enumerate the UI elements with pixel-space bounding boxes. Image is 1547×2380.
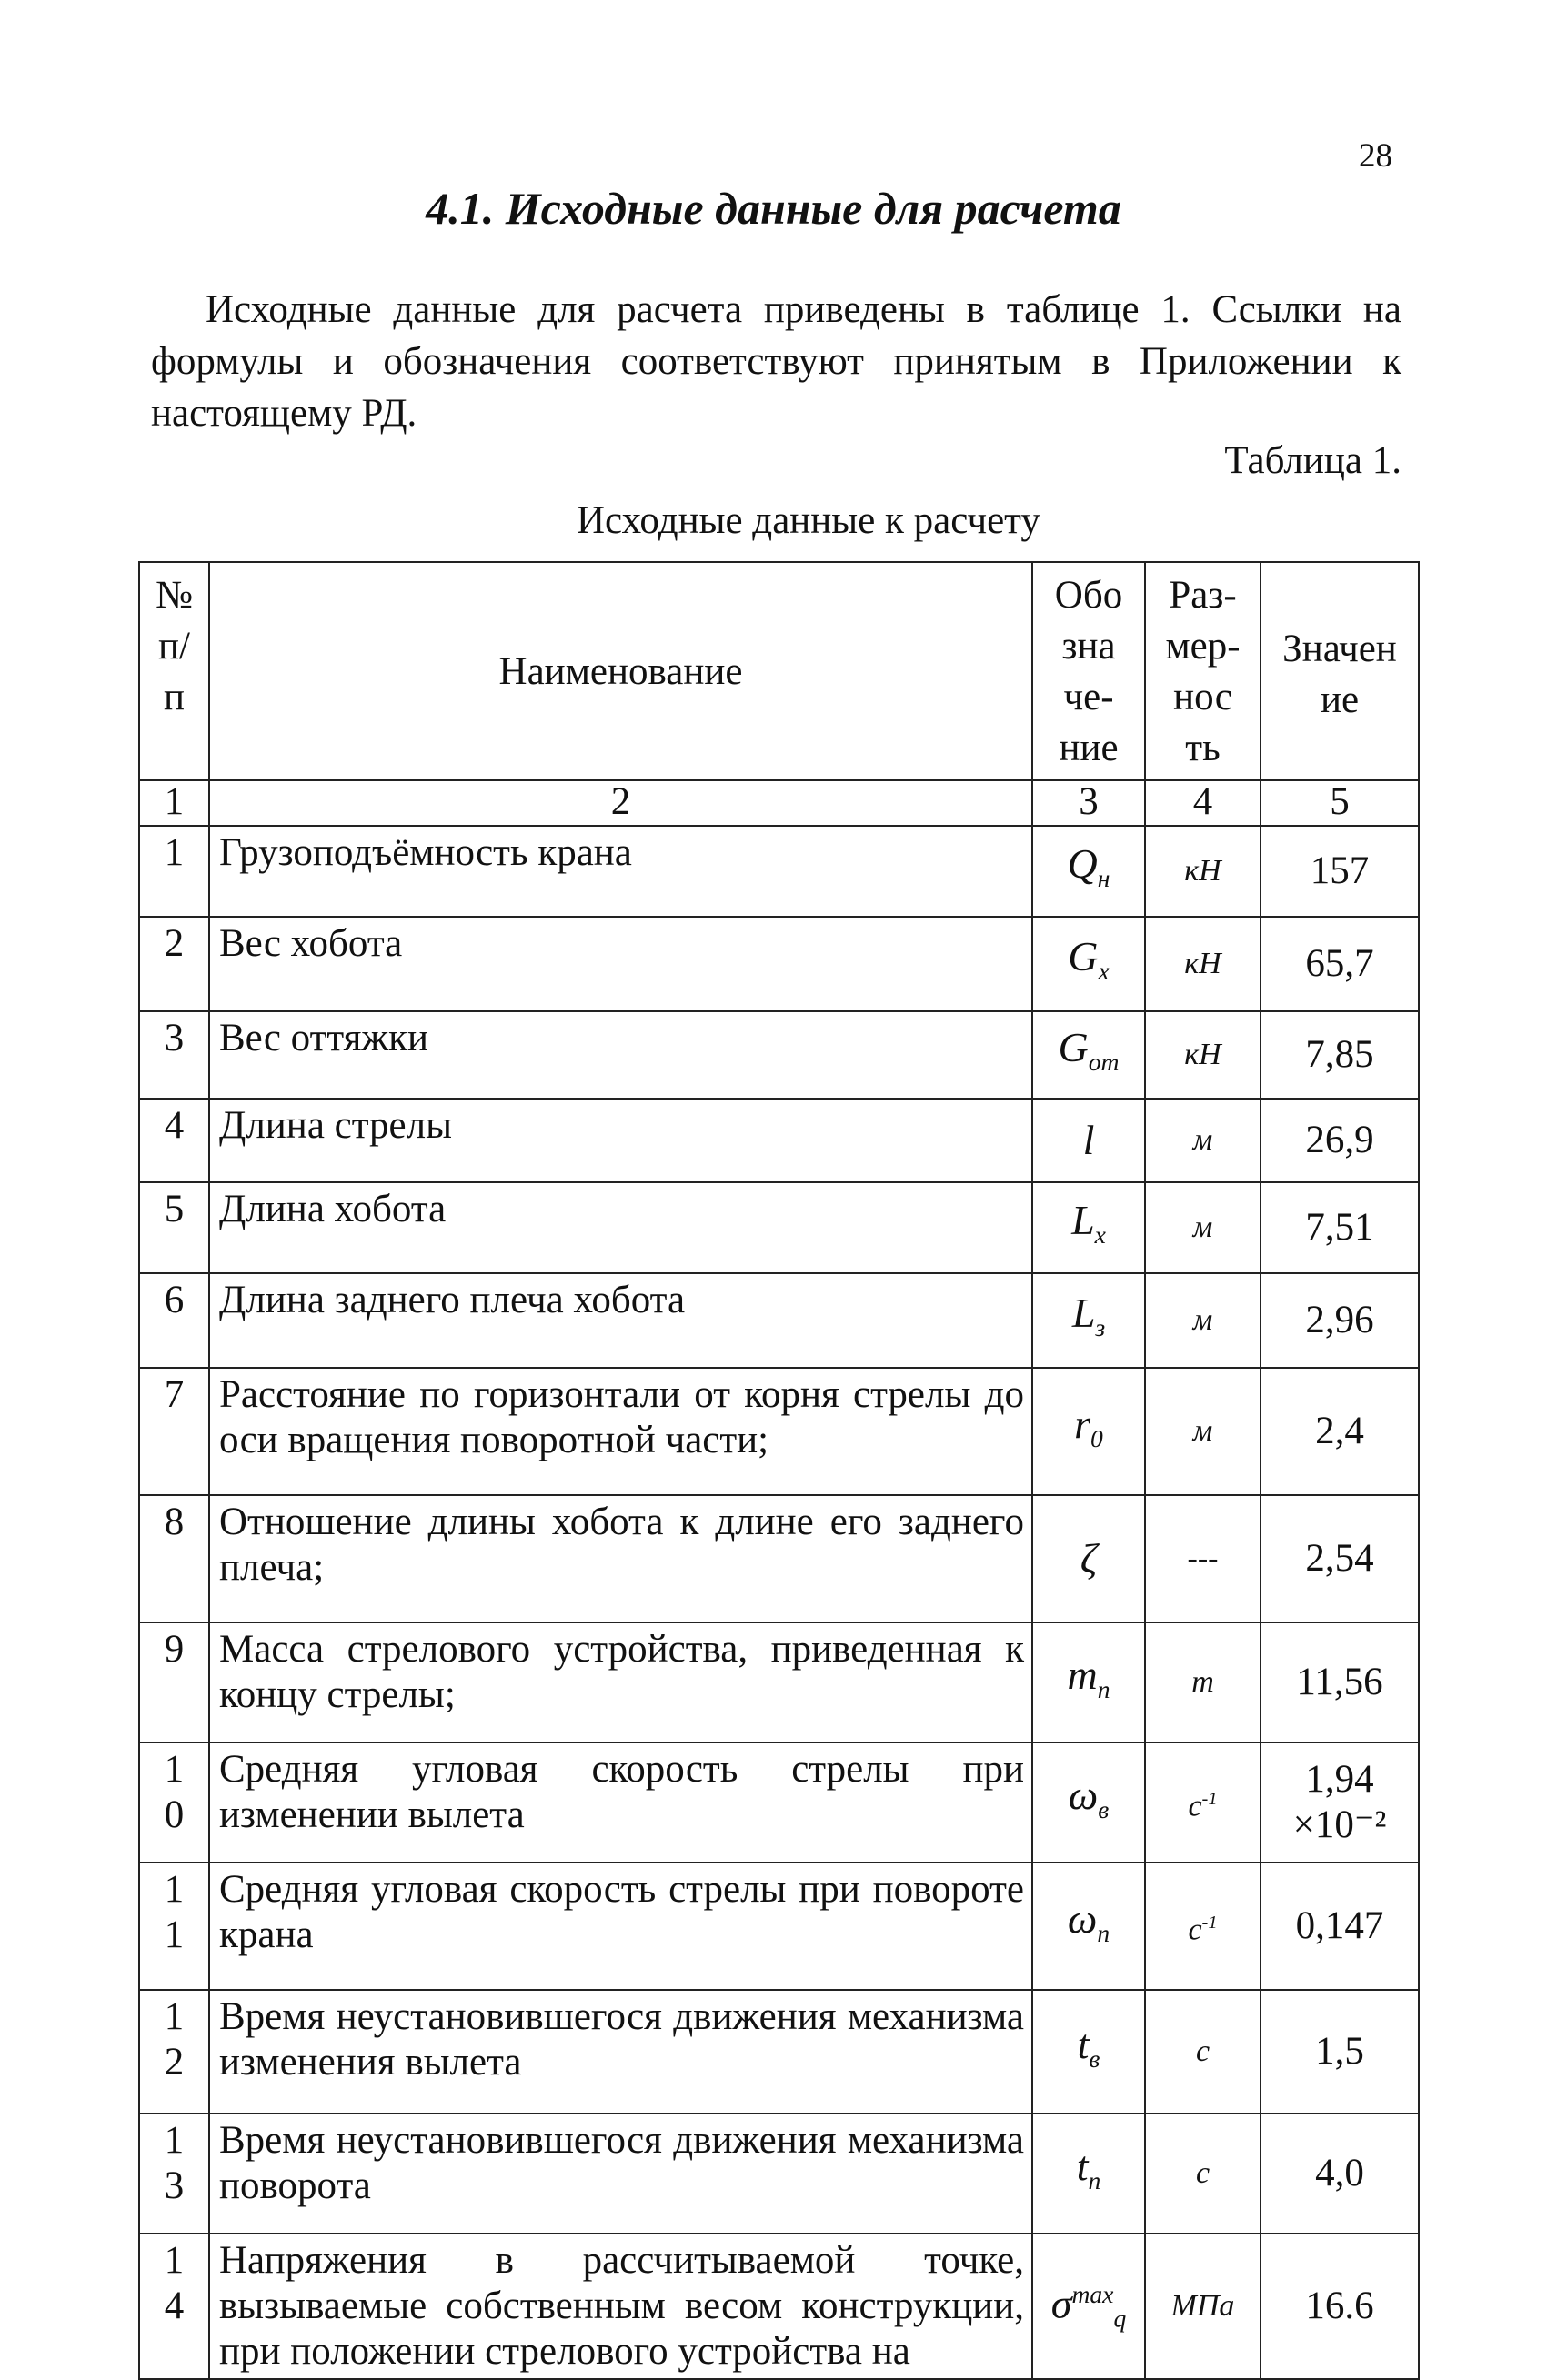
row-value [1261,1990,1419,2114]
table-row [139,2234,1419,2379]
row-value [1261,1273,1419,1368]
column-number: 3 [1032,780,1145,826]
row-number [139,1011,209,1099]
row-symbol [1032,1863,1145,1990]
row-number [139,1990,209,2114]
row-name: Длина стрелы [209,1099,1032,1182]
row-number [139,2114,209,2234]
row-number-digit: 7 [164,1373,185,1416]
table-caption: Исходные данные к расчету [577,499,1040,542]
value-line: 1,5 [1315,2030,1364,2073]
unit-superscript: -1 [1201,1912,1218,1933]
row-number-stack [140,1747,208,1838]
row-unit [1145,1368,1261,1495]
row-value [1261,1622,1419,1742]
row-unit [1145,1099,1261,1182]
row-name: Вес оттяжки [209,1011,1032,1099]
row-name: Время неустановившегося движения механизма поворота [209,2114,1032,2234]
unit-base: с [1188,1789,1202,1823]
table-row [139,1182,1419,1273]
row-number [139,2234,209,2379]
value-line: 4,0 [1315,2152,1364,2194]
row-symbol [1032,1011,1145,1099]
row-number-digit: 1 [164,2119,185,2162]
value-line: 2,54 [1305,1537,1374,1580]
unit-base: м [1192,1414,1213,1448]
row-number-stack [140,1500,208,1545]
symbol-subscript: п [1097,1919,1110,1948]
table-row [139,1273,1419,1368]
row-number-digit: 9 [164,1628,185,1671]
row-unit [1145,1011,1261,1099]
row-number-stack [140,1372,208,1418]
row-symbol [1032,1099,1145,1182]
header-symbol [1032,562,1145,780]
intro-paragraph [151,284,1401,439]
row-number-stack [140,1278,208,1323]
value-line: 2,96 [1305,1299,1374,1341]
symbol-base: m [1067,1651,1098,1698]
column-number: 4 [1145,780,1261,826]
table-row [139,1495,1419,1622]
row-name: Грузоподъёмность крана [209,826,1032,917]
row-value [1261,2114,1419,2234]
value-line: 0,147 [1295,1904,1384,1947]
row-number-digit: 1 [164,2239,185,2282]
row-number [139,917,209,1011]
row-unit [1145,1990,1261,2114]
symbol-subscript: п [1088,2166,1101,2195]
intro-text: Исходные данные для расчета приведены в таблице 1. Ссылки на формулы и обозначения соответствуют принятым в Приложении к настоящему РД. [151,288,1401,435]
row-number-stack [140,1867,208,1958]
header-name: Наименование [209,562,1032,780]
value-line: 11,56 [1296,1661,1383,1703]
unit-base: кН [1184,854,1221,888]
unit-base: кН [1184,1038,1221,1071]
header-value-line: ие [1320,678,1360,721]
row-unit [1145,2114,1261,2234]
row-number-stack [140,830,208,876]
table-row [139,1099,1419,1182]
symbol-subscript: q [1113,2304,1127,2333]
row-unit [1145,917,1261,1011]
row-number [139,1182,209,1273]
header-unit-line: нос [1173,676,1232,718]
unit-base: МПа [1170,2289,1235,2323]
row-number [139,826,209,917]
row-number-stack [140,1016,208,1061]
table-header-row [139,562,1419,780]
symbol-base: σ [1050,2280,1072,2327]
symbol-subscript: x [1094,1220,1106,1250]
symbol-subscript: п [1097,1675,1110,1704]
row-number-digit: 3 [164,2164,185,2207]
row-name: Средняя угловая скорость стрелы при изменении вылета [209,1742,1032,1863]
value-line: 7,51 [1305,1206,1374,1249]
table-row [139,917,1419,1011]
unit-base: с [1195,2034,1210,2068]
unit-superscript: -1 [1201,1788,1218,1809]
row-unit [1145,1182,1261,1273]
row-number-digit: 1 [164,1995,185,2038]
symbol-base: t [1077,2020,1090,2067]
table-row [139,1368,1419,1495]
row-name: Отношение длины хобота к длине его заднего плеча; [209,1495,1032,1622]
symbol-subscript: 0 [1090,1424,1103,1453]
value-line: 16.6 [1305,2285,1374,2327]
unit-base: с [1195,2156,1210,2190]
row-symbol [1032,826,1145,917]
header-num-line: п [163,676,185,718]
row-value [1261,1368,1419,1495]
row-number-digit: 4 [164,2285,185,2327]
header-symbol-line: Обо [1054,574,1123,617]
value-line: 7,85 [1305,1033,1374,1076]
row-value [1261,1495,1419,1622]
symbol-base: r [1074,1400,1091,1447]
table-body [139,826,1419,2379]
header-num [139,562,209,780]
row-unit [1145,2234,1261,2379]
row-symbol [1032,917,1145,1011]
row-name: Время неустановившегося движения механизма изменения вылета [209,1990,1032,2114]
row-number [139,1273,209,1368]
column-number: 1 [139,780,209,826]
table-row [139,1011,1419,1099]
row-symbol [1032,1273,1145,1368]
symbol-subscript: н [1097,864,1110,893]
row-number-stack [140,1103,208,1149]
row-name: Длина хобота [209,1182,1032,1273]
unit-base: --- [1187,1541,1219,1575]
row-number-digit: 1 [164,1868,185,1911]
header-unit-line: Раз- [1169,574,1237,617]
symbol-subscript: з [1095,1313,1106,1342]
row-number-digit: 5 [164,1188,185,1230]
row-number-digit: 8 [164,1501,185,1543]
value-line: 26,9 [1305,1119,1374,1161]
row-number [139,1368,209,1495]
row-value [1261,1011,1419,1099]
row-name: Длина заднего плеча хобота [209,1273,1032,1368]
row-unit [1145,1273,1261,1368]
header-symbol-line: ние [1059,727,1119,769]
header-unit-line: ть [1185,727,1221,769]
row-name: Масса стрелового устройства, приведенная к концу стрелы; [209,1622,1032,1742]
row-number [139,1495,209,1622]
symbol-base: t [1076,2142,1089,2189]
symbol-superscript: max [1071,2279,1114,2308]
row-number-digit: 1 [164,1913,185,1956]
row-value [1261,1742,1419,1863]
row-number-stack [140,1627,208,1672]
row-number-digit: 2 [164,922,185,965]
row-name: Вес хобота [209,917,1032,1011]
row-number [139,1863,209,1990]
value-line: 65,7 [1305,942,1374,985]
row-number [139,1742,209,1863]
section-title: 4.1. Исходные данные для расчета [426,183,1121,234]
row-symbol [1032,1990,1145,2114]
header-unit-line: мер- [1165,625,1241,668]
row-number-digit: 2 [164,2041,185,2084]
symbol-base: L [1071,1196,1095,1243]
unit-base: м [1192,1303,1213,1337]
symbol-subscript: в [1089,2044,1100,2074]
table-row [139,1990,1419,2114]
row-name: Расстояние по горизонтали от корня стрелы до оси вращения поворотной части; [209,1368,1032,1495]
row-unit [1145,1622,1261,1742]
row-number [139,1622,209,1742]
unit-base: с [1188,1913,1202,1947]
table-number: Таблица 1. [1224,439,1401,482]
table-row [139,826,1419,917]
row-value [1261,917,1419,1011]
header-symbol-line: зна [1061,625,1116,668]
value-line: 157 [1310,849,1370,892]
table-row [139,1622,1419,1742]
table-row [139,1742,1419,1863]
header-num-line: п/ [158,625,190,668]
row-number-stack [140,2118,208,2209]
row-symbol [1032,1182,1145,1273]
symbol-base: Q [1067,839,1098,887]
unit-base: кН [1184,947,1221,980]
symbol-base: G [1068,932,1099,979]
symbol-base: ω [1067,1894,1098,1942]
row-number-digit: 0 [164,1793,185,1836]
row-value [1261,1182,1419,1273]
header-symbol-line: че- [1063,676,1114,718]
unit-base: т [1191,1665,1214,1699]
symbol-base: L [1071,1289,1096,1336]
row-unit [1145,1742,1261,1863]
column-numbers-row [139,780,1419,826]
symbol-base: G [1058,1023,1089,1070]
value-line: ×10⁻² [1292,1803,1387,1846]
row-number-digit: 4 [164,1104,185,1147]
row-symbol [1032,1622,1145,1742]
unit-base: м [1192,1123,1213,1157]
row-unit [1145,826,1261,917]
header-unit [1145,562,1261,780]
row-number-digit: 1 [164,1748,185,1791]
table-row [139,2114,1419,2234]
row-value [1261,2234,1419,2379]
column-number: 5 [1261,780,1419,826]
symbol-subscript: в [1098,1795,1110,1824]
header-num-line: № [155,574,194,617]
row-number-digit: 3 [164,1017,185,1059]
data-table [138,561,1420,2380]
row-symbol [1032,1495,1145,1622]
row-name: Напряжения в рассчитываемой точке, вызываемые собственным весом конструкции, при положении стрелового устройства на [209,2234,1032,2379]
row-number-stack [140,2238,208,2329]
row-number [139,1099,209,1182]
column-number: 2 [209,780,1032,826]
row-symbol [1032,1742,1145,1863]
row-symbol [1032,1368,1145,1495]
row-unit [1145,1863,1261,1990]
table-row [139,1863,1419,1990]
header-value-line: Значен [1282,628,1397,670]
page-number: 28 [1359,137,1392,175]
symbol-base: l [1082,1117,1095,1163]
row-value [1261,1099,1419,1182]
symbol-subscript: x [1098,957,1110,986]
unit-base: м [1192,1210,1213,1244]
row-number-stack [140,921,208,967]
symbol-subscript: от [1088,1048,1120,1077]
row-value [1261,826,1419,917]
symbol-base: ω [1068,1771,1099,1818]
row-symbol [1032,2114,1145,2234]
value-line: 1,94 [1305,1758,1374,1801]
row-number-digit: 1 [164,831,185,874]
row-unit [1145,1495,1261,1622]
row-symbol [1032,2234,1145,2379]
row-number-stack [140,1994,208,2085]
row-name: Средняя угловая скорость стрелы при повороте крана [209,1863,1032,1990]
header-value [1261,562,1419,780]
row-number-digit: 6 [164,1279,185,1321]
value-line: 2,4 [1315,1410,1364,1452]
row-number-stack [140,1187,208,1232]
row-value [1261,1863,1419,1990]
symbol-base: ζ [1080,1535,1098,1582]
